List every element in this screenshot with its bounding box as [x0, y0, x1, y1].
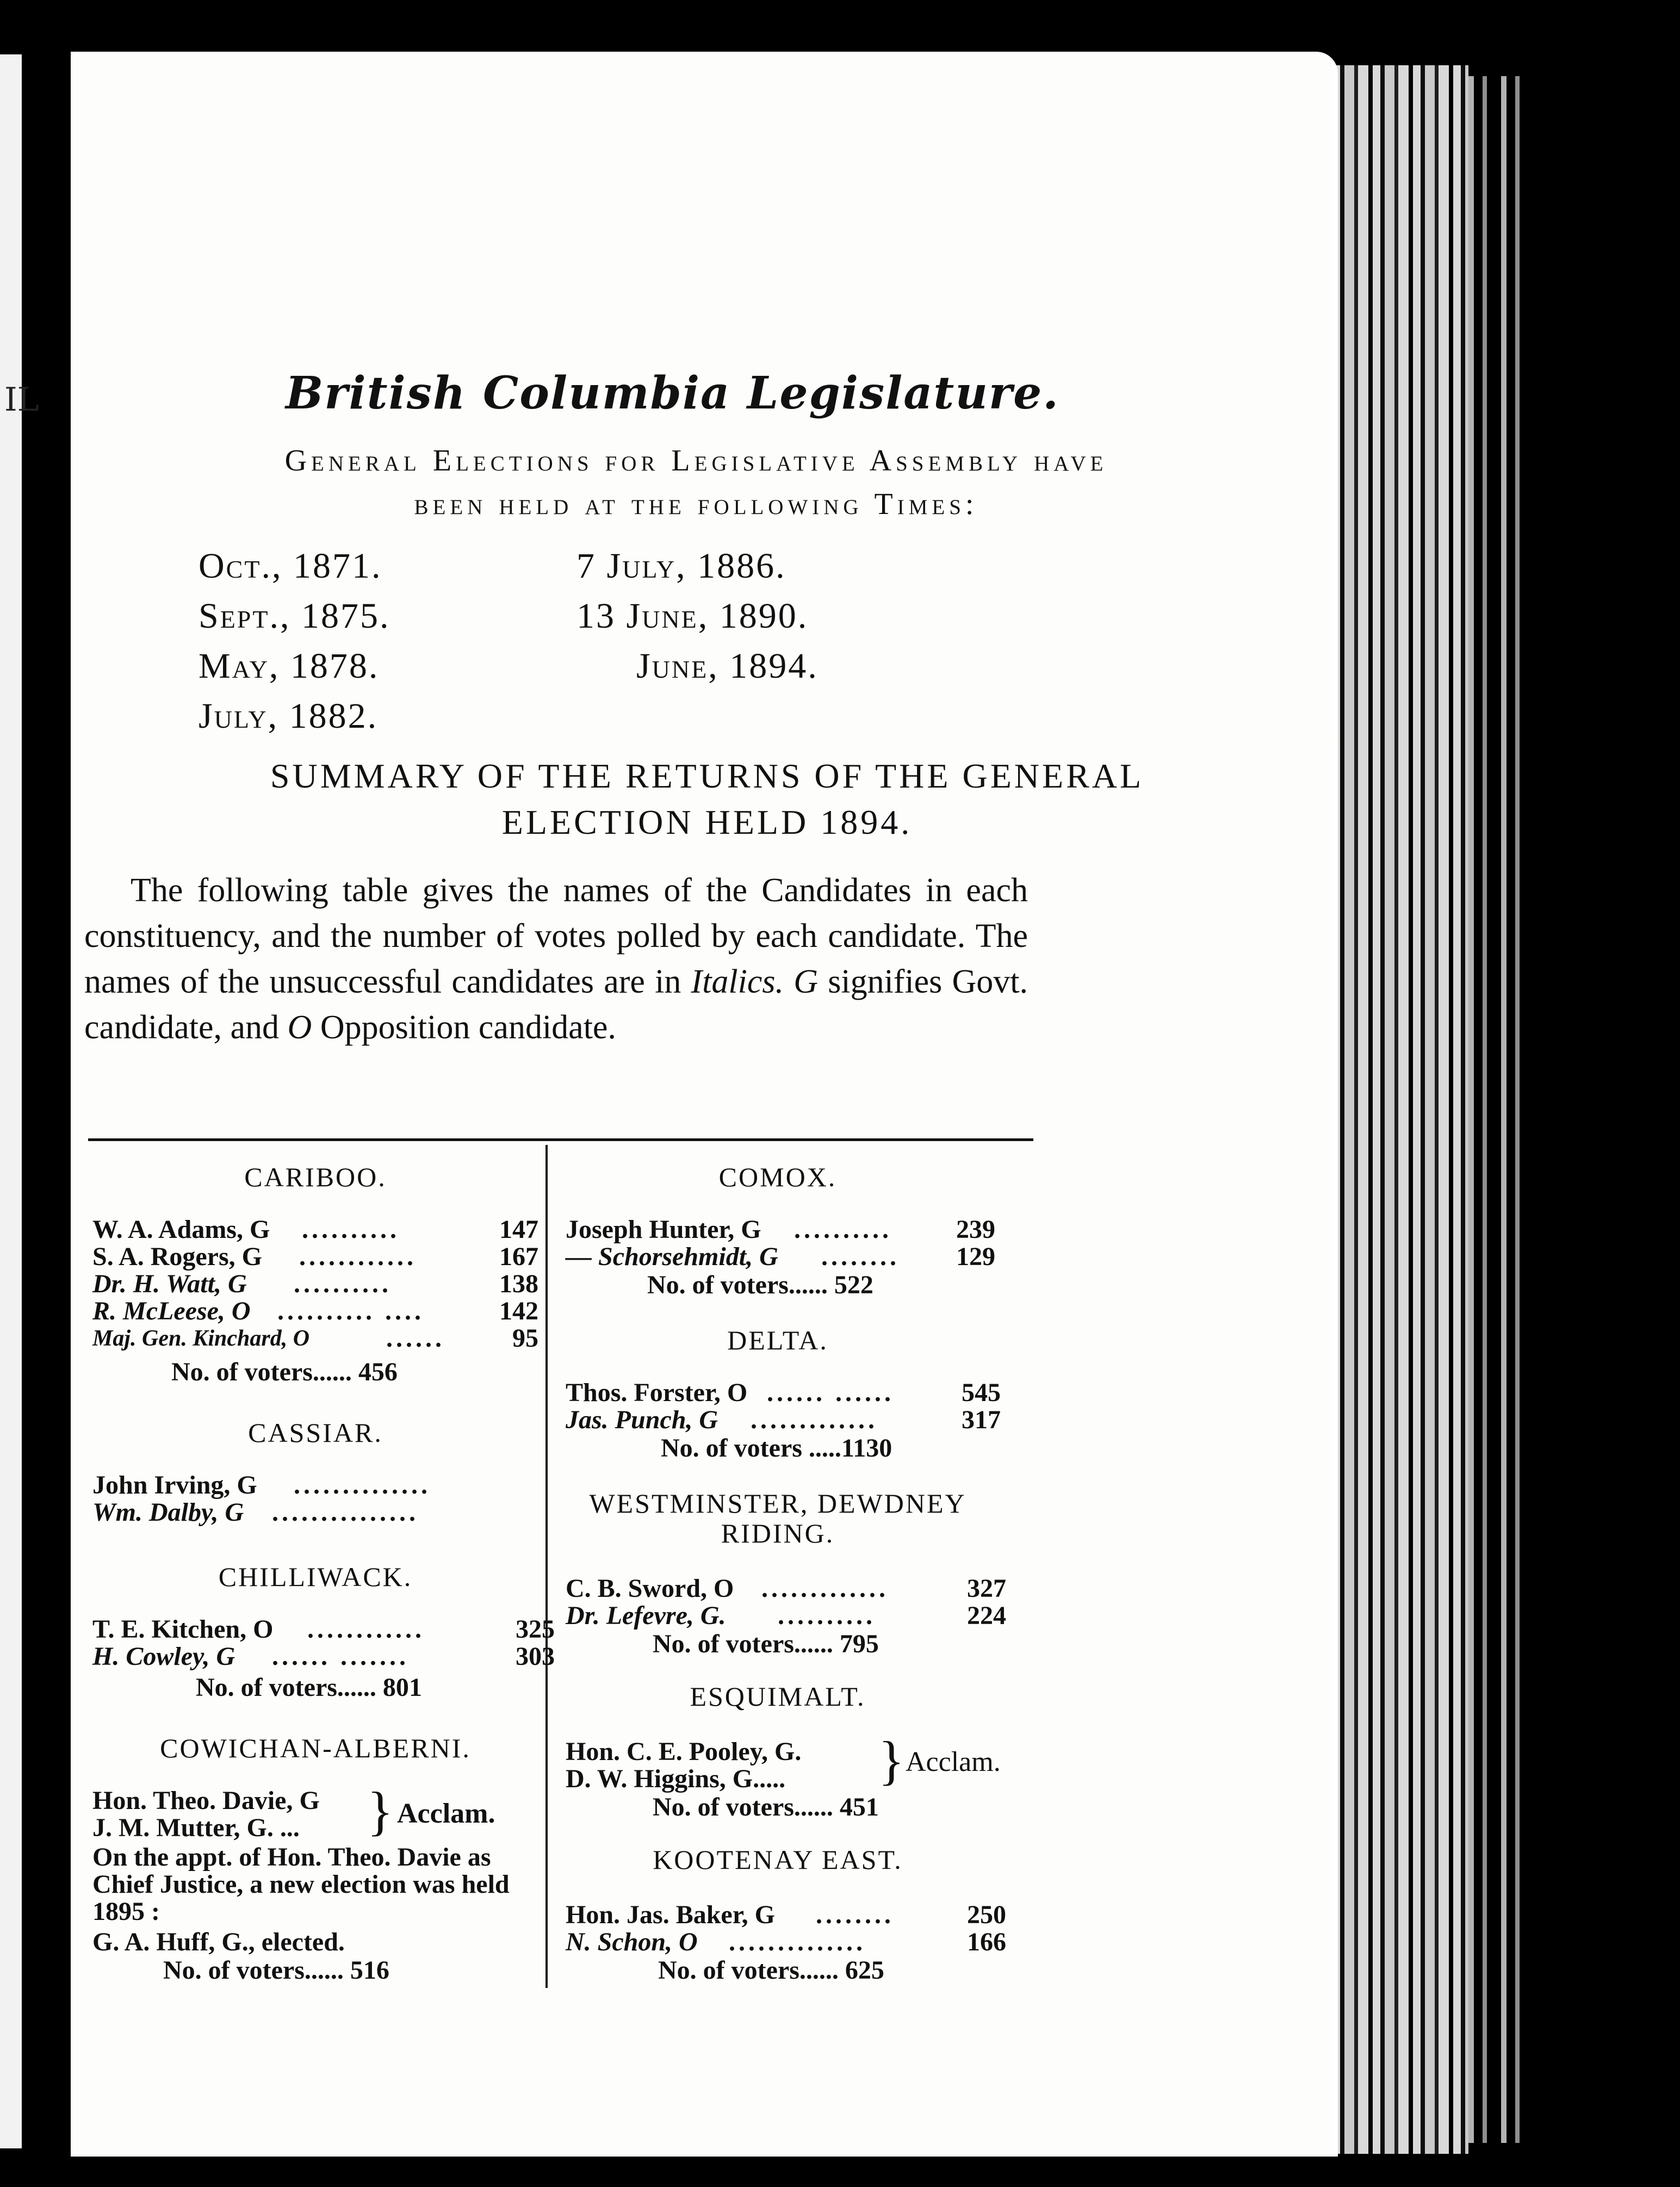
acclamation-label: Acclam.: [397, 1798, 495, 1829]
voters-count: No. of voters...... 451: [653, 1793, 879, 1822]
constituency-cowichan-alberni: COWICHAN-ALBERNI.: [160, 1733, 471, 1763]
constituency-cassiar: CASSIAR.: [248, 1417, 383, 1448]
summary-heading-2: ELECTION HELD 1894.: [501, 803, 913, 841]
voters-count: No. of voters .....1130: [661, 1434, 892, 1463]
page-stack-edge: [1468, 76, 1528, 2143]
voters-count: No. of voters...... 456: [171, 1358, 398, 1386]
constituency-kootenay-east: KOOTENAY EAST.: [653, 1844, 903, 1875]
voters-count: No. of voters...... 516: [163, 1956, 389, 1985]
summary-heading-1: SUMMARY OF THE RETURNS OF THE GENERAL: [270, 757, 1144, 795]
constituency-chilliwack: CHILLIWACK.: [218, 1562, 413, 1592]
constituency-comox: COMOX.: [718, 1162, 837, 1192]
column-divider: [545, 1145, 548, 1988]
subtitle-line-1: General Elections for Legislative Assembly have: [284, 444, 1108, 478]
voters-count: No. of voters...... 795: [653, 1630, 879, 1658]
brace: }: [367, 1781, 393, 1841]
acclamation-label: Acclam.: [906, 1746, 1001, 1777]
adjacent-page-edge: IL: [0, 54, 22, 2148]
constituency-westminster-riding: RIDING.: [721, 1518, 835, 1548]
date-item: June, 1894.: [636, 646, 819, 686]
horizontal-rule: [88, 1138, 1033, 1141]
constituency-delta: DELTA.: [727, 1325, 828, 1355]
intro-paragraph: The following table gives the names of the Candidates in each constituency, and the number of votes polled by each candidate. The names of the unsuccessful candidates are in Italics. G signifies Govt. candidate, and O Opposition candidate.: [84, 872, 1028, 1046]
constituency-esquimalt: ESQUIMALT.: [690, 1681, 866, 1712]
date-item: May, 1878.: [199, 646, 380, 686]
by-election-note: On the appt. of Hon. Theo. Davie as Chief Justice, a new election was held 1895 :: [92, 1843, 510, 1926]
constituency-cariboo: CARIBOO.: [244, 1162, 387, 1192]
voters-count: No. of voters...... 625: [658, 1956, 884, 1985]
voters-count: No. of voters...... 522: [647, 1271, 873, 1299]
book-page: British Columbia Legislature. General Elections for Legislative Assembly have been held at the following Times: Oct., 1871. Sept., 1875. May, 1878. July, 1882. 7 July, 1886. 13 June, 1890. June, 1894. SUMMARY OF THE RETURNS OF THE GENERAL ELECTION HELD 1894. The following table gives the names of the Candidates in each constituency, and the number of votes polled by each candidate. The names of the unsuccessful candidates are in Italics. G signifies Govt. candidate, and O Opposition candidate. CARIBOO. W. A. Adams, G .......... 147 S. A. Rogers, G ............ 167 Dr. H. Watt, G .......... 138 R. McLeese, O .......... .... 142 Maj. Gen. Kinchard, O ...... 95 No. of voters...... 456 CASSIAR. John Irving, G .............. Wm. Dalby, G ............... CHILLIWACK. T. E. Kitchen, O ............ 325 H. Cowley, G ...... ....... 303 No. of voters...... 801 COWICHAN-ALBERNI. Hon. Theo. Davie, G J. M. Mutter, G. ... } Acclam. On the appt. of Hon. Theo. Davie as Chief Justice, a new election was held 1895 : G. A. Huff, G., elected. No. of voters...... 516 COMOX. Joseph Hunter, G .......... 239 — Schorsehmidt, G ........ 129 No. of voters...... 522 DELTA. Thos. Forster, O ...... ...... 545 Jas. Punch, G ............. 317 No. of voters .....1130 WESTMINSTER, DEWDNEY RIDING. C. B. Sword, O ............. 327 Dr. Lefevre, G. .......... 224 No. of voters...... 795 ESQUIMALT. Hon. C. E. Pooley, G. D. W. Higgins, G..... } Acclam. No. of voters...... 451 KOOTENAY EAST. Hon. Jas. Baker, G ........ 250 N. Schon, O .............. 166 No. of voters...... 625: [71, 52, 1338, 2157]
election-dates-right: [576, 541, 819, 691]
date-item: Sept., 1875.: [199, 596, 390, 636]
page-stack-edge: [1332, 65, 1468, 2154]
voters-count: No. of voters...... 801: [196, 1673, 422, 1702]
page-title: British Columbia Legislature.: [286, 367, 1059, 419]
brace: }: [878, 1730, 904, 1791]
date-item: Oct., 1871.: [199, 546, 382, 586]
election-dates-left: [199, 541, 390, 741]
date-item: 13 June, 1890.: [576, 596, 809, 636]
constituency-westminster-dewdney: WESTMINSTER, DEWDNEY: [589, 1488, 966, 1519]
date-item: July, 1882.: [199, 696, 379, 736]
subtitle-line-2: been held at the following Times:: [414, 487, 978, 521]
date-item: 7 July, 1886.: [576, 546, 786, 586]
